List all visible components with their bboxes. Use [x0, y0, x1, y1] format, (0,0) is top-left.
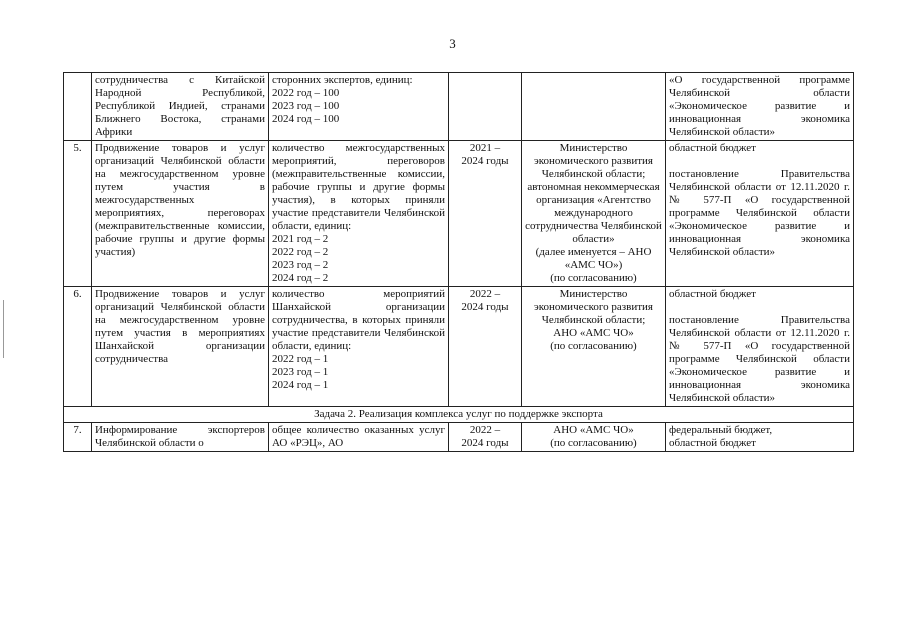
measure-name [92, 73, 269, 141]
indicator-text: количество мероприятий Шанхайской организации сотрудничества, в которых приняли участие представители Челябинской области, единиц: [272, 288, 445, 352]
indicator-text: 2023 год – 2 [272, 259, 329, 271]
funding-source-text: «О государственной программе Челябинской области «Экономическое развитие и инновационная экономика Челябинской области» [669, 74, 850, 138]
term-text: 2021 – [469, 142, 501, 154]
indicator [269, 287, 449, 407]
funding-source-text: федеральный бюджет, [669, 424, 773, 436]
indicator-text: 2023 год – 1 [272, 366, 329, 378]
funding-source-text [669, 155, 850, 168]
indicator-text: 2024 год – 1 [272, 379, 329, 391]
indicator-text: 2022 год – 2 [272, 246, 329, 258]
executor-text: (по согласованию) [550, 437, 637, 449]
executor [522, 141, 666, 287]
executor-text: автономная некоммерческая организация «Агентство международного сотрудничества Челябинской области» [525, 181, 662, 245]
indicator-text: 2021 год – 2 [272, 233, 329, 245]
row-number [64, 73, 92, 141]
term-text: 2024 годы [461, 301, 509, 313]
row-number: 5. [64, 141, 92, 287]
executor-text: Министерство экономического развития Челябинской области; [534, 142, 653, 180]
executor [522, 287, 666, 407]
executor-text: АНО «АМС ЧО» [553, 424, 634, 436]
indicator [269, 423, 449, 452]
funding-source [666, 423, 854, 452]
table-row [64, 73, 854, 141]
table-body [64, 73, 854, 452]
row-number: 7. [64, 423, 92, 452]
executor-text: АНО «АМС ЧО» [553, 327, 634, 339]
measure-name-text: Информирование экспортеров Челябинской области о [95, 424, 265, 449]
indicator-text: 2023 год – 100 [272, 100, 340, 112]
funding-source [666, 287, 854, 407]
term-text: 2022 – [469, 288, 501, 300]
indicator [269, 141, 449, 287]
executor [522, 423, 666, 452]
term [449, 423, 522, 452]
measure-name-text: сотрудничества с Китайской Народной Республикой, Республикой Индией, странами Ближнего Востока, странами Африки [95, 74, 265, 138]
row-number: 6. [64, 287, 92, 407]
term [449, 73, 522, 141]
funding-source-text: областной бюджет [669, 142, 756, 154]
table-row [64, 141, 854, 287]
task-heading: Задача 2. Реализация комплекса услуг по поддержке экспорта [64, 407, 854, 423]
funding-source-text: областной бюджет [669, 437, 756, 449]
page-number: 3 [449, 36, 456, 51]
executor [522, 73, 666, 141]
funding-source [666, 73, 854, 141]
measure-name [92, 423, 269, 452]
indicator-text: сторонних экспертов, единиц: [272, 74, 413, 86]
term-text: 2024 годы [461, 437, 509, 449]
executor-text: (далее именуется – АНО «АМС ЧО») [535, 246, 652, 271]
table-row [64, 423, 854, 452]
funding-source [666, 141, 854, 287]
executor-text: Министерство экономического развития Челябинской области; [534, 288, 653, 326]
indicator-text: 2024 год – 2 [272, 272, 329, 284]
funding-source-text: постановление Правительства Челябинской области от 12.11.2020 г. № 577-П «О государственной программе Челябинской области «Экономическое развитие и инновационная экономика Челябинской области» [669, 168, 850, 258]
term [449, 287, 522, 407]
measure-name [92, 141, 269, 287]
funding-source-text: постановление Правительства Челябинской области от 12.11.2020 г. № 577-П «О государственной программе Челябинской области «Экономическое развитие и инновационная экономика Челябинской области» [669, 314, 850, 404]
term [449, 141, 522, 287]
indicator-text: 2022 год – 100 [272, 87, 340, 99]
term-text: 2024 годы [461, 155, 509, 167]
indicator-text: 2022 год – 1 [272, 353, 329, 365]
margin-mark [3, 300, 4, 358]
indicator [269, 73, 449, 141]
measure-name [92, 287, 269, 407]
task-row [64, 407, 854, 423]
term-text: 2022 – [469, 424, 501, 436]
funding-source-text: областной бюджет [669, 288, 756, 300]
indicator-text: общее количество оказанных услуг АО «РЭЦ», АО [272, 424, 445, 449]
indicator-text: количество межгосударственных мероприятий, переговоров (межправительственные комиссии, рабочие группы и другие формы участия), в которых приняли участие представители Челябинской области, единиц: [272, 142, 445, 232]
funding-source-text [669, 301, 850, 314]
executor-text: (по согласованию) [550, 272, 637, 284]
executor-text: (по согласованию) [550, 340, 637, 352]
measure-name-text: Продвижение товаров и услуг организаций Челябинской области на межгосударственном уровне путем участия в межгосударственных мероприятиях, переговорах (межправительственные комиссии, рабочие группы и другие формы участия) [95, 142, 265, 258]
indicator-text: 2024 год – 100 [272, 113, 340, 125]
table-row [64, 287, 854, 407]
measure-name-text: Продвижение товаров и услуг организаций Челябинской области на межгосударственном уровне путем участия в мероприятиях Шанхайской организации сотрудничества [95, 288, 265, 365]
measures-table [63, 72, 854, 452]
